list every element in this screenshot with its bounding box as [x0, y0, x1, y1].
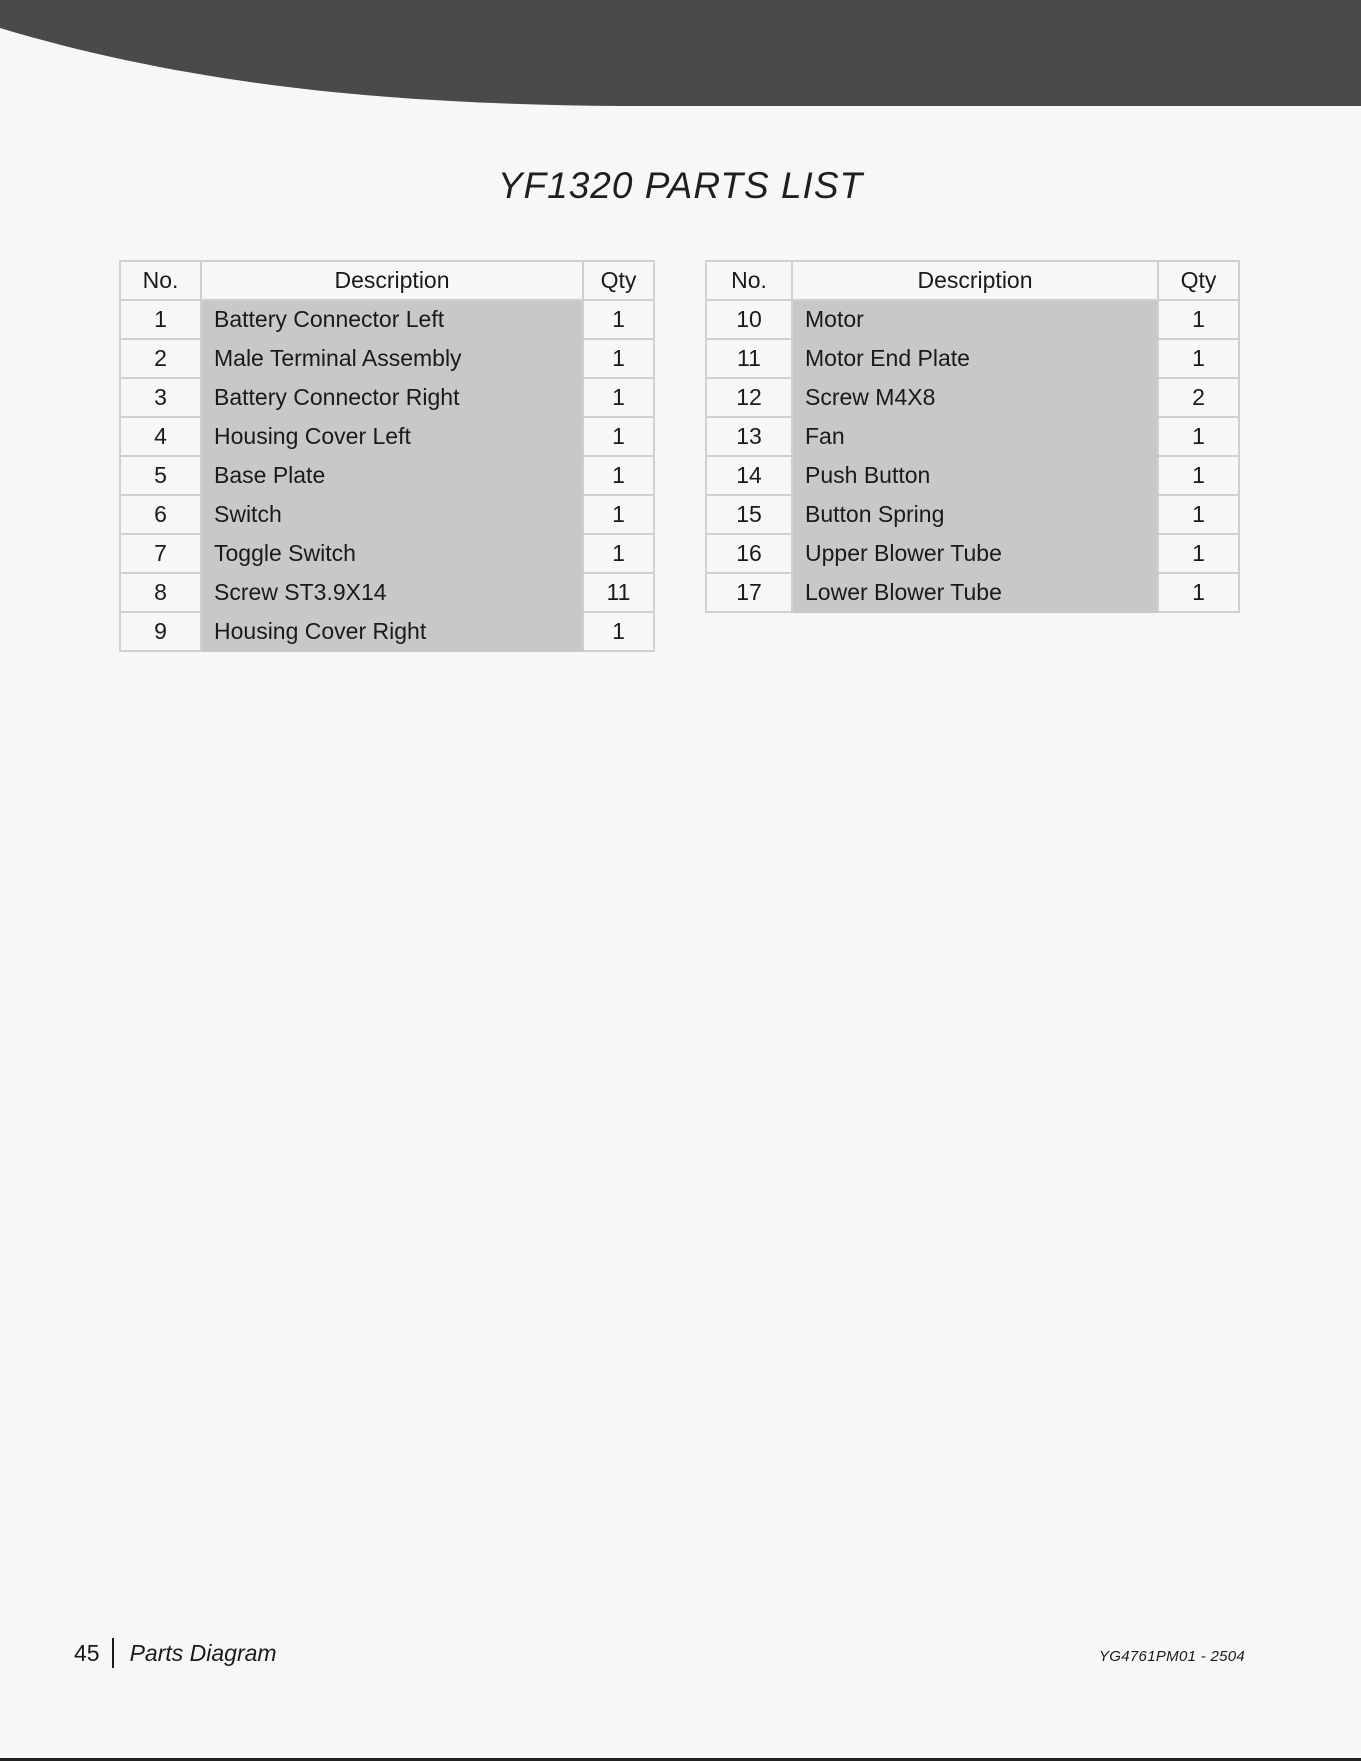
part-description-cell: Push Button [792, 456, 1158, 495]
part-number-cell: 2 [120, 339, 201, 378]
table-row [706, 300, 1239, 339]
header-no: No. [706, 261, 792, 300]
header-qty: Qty [1158, 261, 1239, 300]
table-row [706, 573, 1239, 612]
part-qty-cell: 11 [583, 573, 654, 612]
part-number-cell: 16 [706, 534, 792, 573]
footer-divider [112, 1638, 114, 1668]
table-row [706, 339, 1239, 378]
part-qty-cell: 1 [583, 300, 654, 339]
footer-left [74, 1638, 277, 1668]
part-qty-cell: 1 [1158, 300, 1239, 339]
part-number-cell: 9 [120, 612, 201, 651]
table-row [120, 573, 654, 612]
parts-table-left [119, 260, 655, 652]
table-row [120, 378, 654, 417]
header-band [0, 0, 1361, 110]
part-description-cell: Toggle Switch [201, 534, 583, 573]
part-qty-cell: 1 [583, 456, 654, 495]
part-number-cell: 5 [120, 456, 201, 495]
part-number-cell: 11 [706, 339, 792, 378]
part-number-cell: 15 [706, 495, 792, 534]
table-row [120, 300, 654, 339]
table-row [120, 456, 654, 495]
part-description-cell: Fan [792, 417, 1158, 456]
part-description-cell: Battery Connector Right [201, 378, 583, 417]
table-row [120, 339, 654, 378]
part-description-cell: Motor [792, 300, 1158, 339]
part-description-cell: Lower Blower Tube [792, 573, 1158, 612]
header-no: No. [120, 261, 201, 300]
part-qty-cell: 1 [583, 534, 654, 573]
part-number-cell: 7 [120, 534, 201, 573]
part-qty-cell: 1 [583, 612, 654, 651]
page-title: YF1320 PARTS LIST [497, 165, 864, 206]
part-number-cell: 10 [706, 300, 792, 339]
table-row [706, 456, 1239, 495]
part-number-cell: 17 [706, 573, 792, 612]
part-description-cell: Switch [201, 495, 583, 534]
part-qty-cell: 1 [583, 339, 654, 378]
part-description-cell: Battery Connector Left [201, 300, 583, 339]
page-number: 45 [74, 1639, 100, 1666]
part-qty-cell: 1 [1158, 534, 1239, 573]
part-description-cell: Upper Blower Tube [792, 534, 1158, 573]
table-row [120, 495, 654, 534]
table-row [706, 534, 1239, 573]
section-name: Parts Diagram [129, 1639, 277, 1666]
table-row [120, 534, 654, 573]
part-qty-cell: 1 [583, 417, 654, 456]
part-qty-cell: 1 [1158, 456, 1239, 495]
table-row [120, 417, 654, 456]
table-header-row [120, 261, 654, 300]
part-qty-cell: 2 [1158, 378, 1239, 417]
table-row [706, 378, 1239, 417]
part-qty-cell: 1 [583, 495, 654, 534]
header-qty: Qty [583, 261, 654, 300]
part-qty-cell: 1 [1158, 495, 1239, 534]
part-number-cell: 4 [120, 417, 201, 456]
part-description-cell: Motor End Plate [792, 339, 1158, 378]
part-qty-cell: 1 [1158, 417, 1239, 456]
part-number-cell: 1 [120, 300, 201, 339]
part-qty-cell: 1 [1158, 573, 1239, 612]
part-description-cell: Male Terminal Assembly [201, 339, 583, 378]
part-number-cell: 12 [706, 378, 792, 417]
table-header-row [706, 261, 1239, 300]
table-row [120, 612, 654, 651]
header-description: Description [792, 261, 1158, 300]
part-description-cell: Screw ST3.9X14 [201, 573, 583, 612]
part-number-cell: 3 [120, 378, 201, 417]
document-code: YG4761PM01 - 2504 [1099, 1648, 1246, 1665]
part-description-cell: Housing Cover Left [201, 417, 583, 456]
part-description-cell: Base Plate [201, 456, 583, 495]
table-row [706, 417, 1239, 456]
table-row [706, 495, 1239, 534]
part-number-cell: 6 [120, 495, 201, 534]
part-qty-cell: 1 [1158, 339, 1239, 378]
part-description-cell: Housing Cover Right [201, 612, 583, 651]
part-description-cell: Screw M4X8 [792, 378, 1158, 417]
part-description-cell: Button Spring [792, 495, 1158, 534]
parts-table-right [705, 260, 1240, 613]
header-description: Description [201, 261, 583, 300]
part-number-cell: 13 [706, 417, 792, 456]
part-qty-cell: 1 [583, 378, 654, 417]
part-number-cell: 14 [706, 456, 792, 495]
part-number-cell: 8 [120, 573, 201, 612]
